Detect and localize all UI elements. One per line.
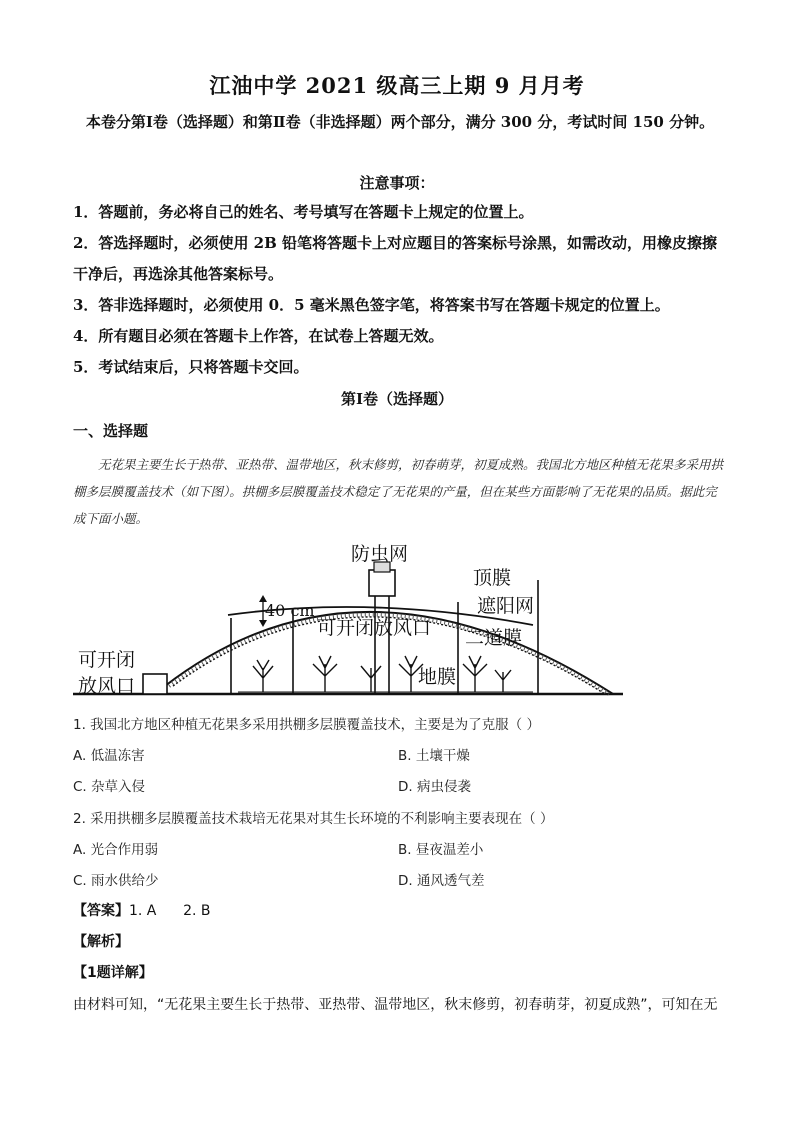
label-second-film: 二道膜 [465,627,523,649]
question-2-option-a: A. 光合作用弱 [73,842,159,858]
analysis-label: 【解析】 [73,934,129,950]
exam-intro: 本卷分第Ⅰ卷（选择题）和第Ⅱ卷（非选择题）两个部分，满分 300 分，考试时间 150 分钟。 [85,113,715,131]
question-1-stem: 1. 我国北方地区种植无花果多采用拱棚多层膜覆盖技术，主要是为了克服（ ） [73,717,540,733]
label-ground-film: 地膜 [418,666,457,688]
label-vent-side-2: 放风口 [78,675,136,697]
answer-label: 【答案】 [73,903,129,919]
exam-title: 江油中学 2021 级高三上期 9 月月考 [209,73,585,98]
answer-text: 1. A 2. B [129,903,211,919]
analysis-text: 由材料可知，“无花果主要生长于热带、亚热带、温带地区，秋末修剪，初春萌芽，初夏成熟”，可知在无 [73,997,718,1013]
question-1-option-b: B. 土壤干燥 [398,748,470,764]
greenhouse-diagram [73,540,633,710]
part-heading: 一、选择题 [73,422,149,440]
detail-label: 【1题详解】 [73,965,153,981]
notice-rule-3: 3．答非选择题时，必须使用 0．5 毫米黑色签字笔，将答案书写在答题卡规定的位置上。 [73,296,670,314]
notice-rule-5: 5．考试结束后，只将答题卡交回。 [73,358,309,376]
question-2-option-d: D. 通风透气差 [398,873,485,889]
label-shade-net: 遮阳网 [477,595,535,617]
notice-rule-1: 1．答题前，务必将自己的姓名、考号填写在答题卡上规定的位置上。 [73,203,534,221]
label-vent-side-1: 可开闭 [78,649,136,671]
top-vent-frame [369,570,395,596]
notice-heading: 注意事项： [359,174,435,192]
label-top-film: 顶膜 [473,567,512,589]
notice-rule-4: 4．所有题目必须在答题卡上作答，在试卷上答题无效。 [73,327,444,345]
question-1-option-c: C. 杂草入侵 [73,779,146,795]
label-height: 40 cm [265,601,315,620]
question-1-option-a: A. 低温冻害 [73,748,145,764]
material-paragraph: 无花果主要生长于热带、亚热带、温带地区，秋末修剪，初春萌芽，初夏成熟。我国北方地区种植无花果多采用拱棚多层膜覆盖技术（如下图）。拱棚多层膜覆盖技术稳定了无花果的产量，但在某些方面影响了无花果的品质。据此完成下面小题。 [73,457,724,526]
section-title: 第Ⅰ卷（选择题） [340,390,454,408]
side-vent-box [143,674,167,694]
question-2-option-b: B. 昼夜温差小 [398,842,484,858]
question-2-stem: 2. 采用拱棚多层膜覆盖技术栽培无花果对其生长环境的不利影响主要表现在（ ） [73,811,554,827]
height-arrow-head-down [259,620,267,627]
question-2-option-c: C. 雨水供给少 [73,873,159,889]
question-1-option-d: D. 病虫侵袭 [398,779,471,795]
label-insect-net: 防虫网 [351,543,409,565]
notice-rule-2: 2．答选择题时，必须使用 2B 铅笔将答题卡上对应题目的答案标号涂黑，如需改动，用橡皮擦擦干净后，再选涂其他答案标号。 [73,234,718,283]
label-vent-center: 可开闭放风口 [317,617,432,639]
answer-line [73,900,211,920]
fig-plants [253,656,511,692]
